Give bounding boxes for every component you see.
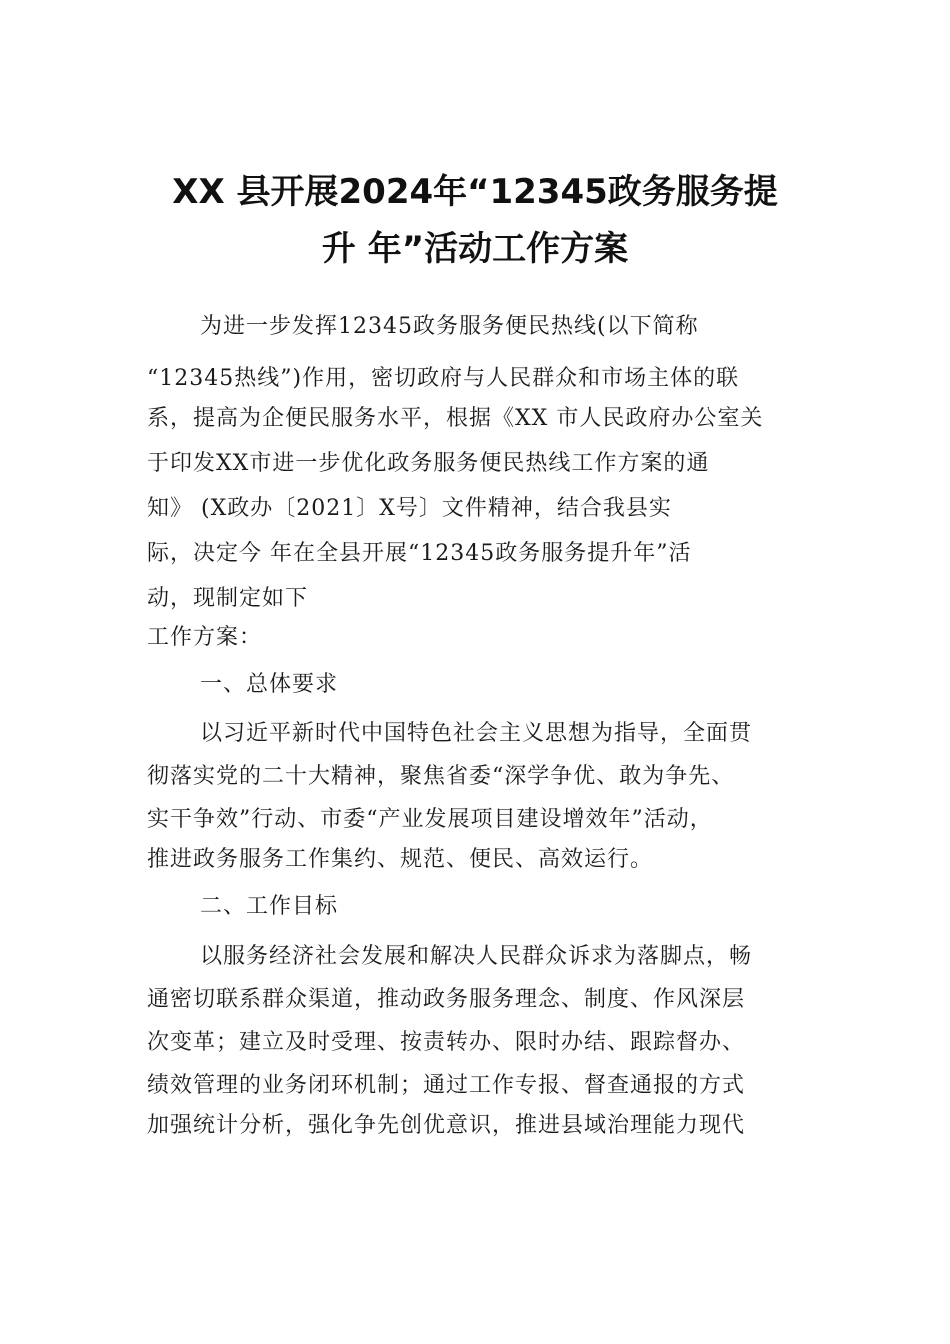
section-2-line-5: 加强统计分析，强化争先创优意识，推进县域治理能力现代 [147, 1113, 746, 1138]
intro-line-6: 际，决定今 年在全县开展“12345政务服务提升年”活 [147, 541, 692, 566]
intro-line-2: “12345热线”)作用，密切政府与人民群众和市场主体的联 [147, 366, 740, 391]
section-1-line-3: 实干争效”行动、市委“产业发展项目建设增效年”活动， [147, 807, 713, 832]
intro-line-8: 工作方案： [147, 625, 263, 650]
intro-line-1: 为进一步发挥12345政务服务便民热线(以下简称 [200, 314, 699, 339]
section-1-line-1: 以习近平新时代中国特色社会主义思想为指导，全面贯 [200, 721, 753, 746]
section-1-line-2: 彻落实党的二十大精神，聚焦省委“深学争优、敢为争先、 [147, 764, 735, 789]
section-1-heading: 一、总体要求 [200, 672, 339, 697]
intro-line-3: 系，提高为企便民服务水平，根据《XX 市人民政府办公室关 [147, 406, 764, 431]
section-2-line-3: 次变革；建立及时受理、按责转办、限时办结、跟踪督办、 [147, 1030, 746, 1055]
document-title-line-2: 升 年”活动工作方案 [321, 229, 629, 269]
intro-line-5: 知》 (X政办〔2021〕X号〕文件精神，结合我县实 [147, 496, 672, 521]
section-1-line-4: 推进政务服务工作集约、规范、便民、高效运行。 [147, 847, 654, 872]
section-2-line-1: 以服务经济社会发展和解决人民群众诉求为落脚点，畅 [200, 944, 753, 969]
section-2-heading: 二、工作目标 [200, 894, 339, 919]
document-title-line-1: XX 县开展2024年“12345政务服务提 [172, 172, 778, 212]
section-2-line-4: 绩效管理的业务闭环机制；通过工作专报、督查通报的方式 [147, 1073, 746, 1098]
intro-line-7: 动，现制定如下 [147, 586, 309, 611]
section-2-line-2: 通密切联系群众渠道，推动政务服务理念、制度、作风深层 [147, 987, 746, 1012]
intro-line-4: 于印发XX市进一步优化政务服务便民热线工作方案的通 [147, 451, 710, 476]
